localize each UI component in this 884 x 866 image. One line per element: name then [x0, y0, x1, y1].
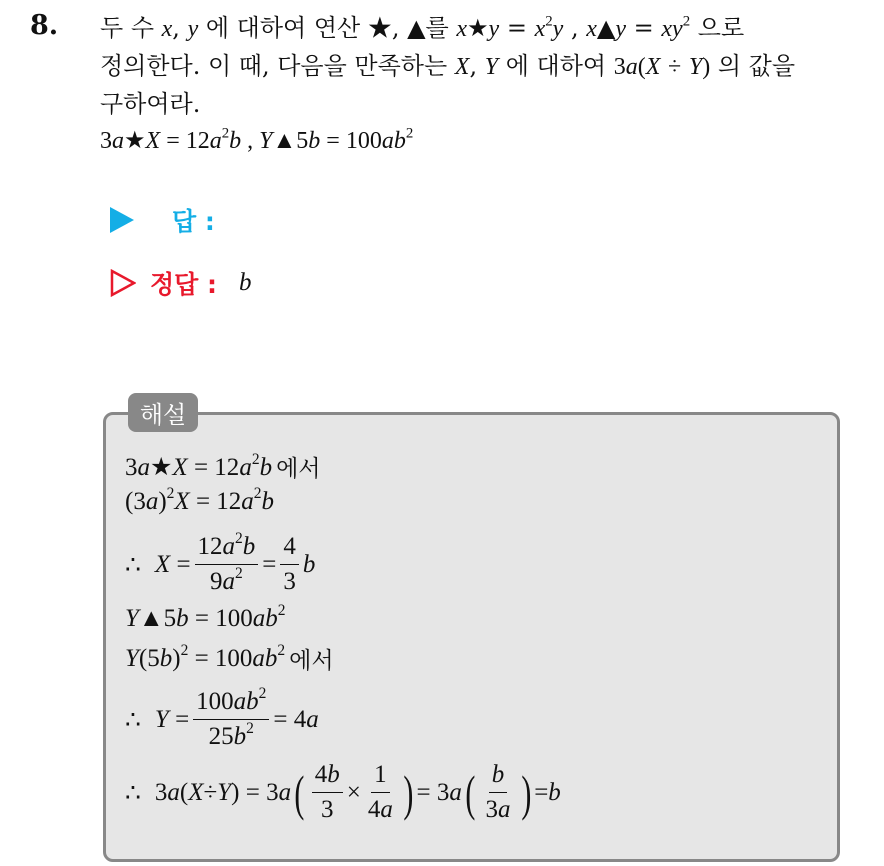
problem-line-2: 정의한다. 이 때, 다음을 만족하는 X, Y 에 대하여 3a(X ÷ Y) 의 값을: [100, 52, 796, 80]
problem-line-1: 두 수 x, y 에 대하여 연산 ★, ▲를 x★y = $x^2y$ , x▲y = $xy^2$ 으로: [100, 13, 745, 42]
solution-line-3: ∴ X = $\frac{12a^2b}{9a^2}$ = $\frac{4}{3}$ b: [125, 530, 316, 595]
solution-line-1: 3a★X = $12a^2b$ 에서: [125, 450, 321, 482]
solution-title: 해설: [128, 393, 198, 432]
correct-answer-value: b: [239, 269, 252, 296]
outline-triangle-icon: [110, 269, 136, 297]
solution-line-2: $(3a)^2X = 12a^2b$: [125, 485, 275, 515]
solution-line-7: ∴ 3 a ( X ÷ Y ) = 3 a ( $\frac{4b}{3}$ × $\frac{1}{4a}$ ) = 3 a ( $\frac{b}{3a}$ ) = b: [125, 758, 561, 827]
problem-number: 8.: [30, 10, 59, 41]
play-triangle-icon: [110, 207, 134, 233]
answer-row: [110, 202, 215, 238]
correct-answer-row: [110, 265, 252, 301]
eseo-suffix: 에서: [289, 648, 334, 674]
solution-line-5: $Y(5b)^2 = 100ab^2$ 에서: [125, 641, 334, 674]
problem-statement: [100, 10, 870, 123]
correct-answer-label: 정답 :: [150, 270, 218, 299]
solution-line-6: ∴ Y = $\frac{100ab^2}{25b^2}$ = 4 a: [125, 685, 319, 750]
problem-line-3: 구하여라.: [100, 90, 201, 118]
answer-label: 답 :: [172, 207, 215, 236]
solution-line-4: Y▲5b = $100ab^2$: [125, 602, 286, 632]
problem-condition: 3a★X = $12a^2b$ , Y▲5b = $100ab^2$: [100, 125, 414, 154]
eseo-suffix: 에서: [276, 456, 321, 482]
